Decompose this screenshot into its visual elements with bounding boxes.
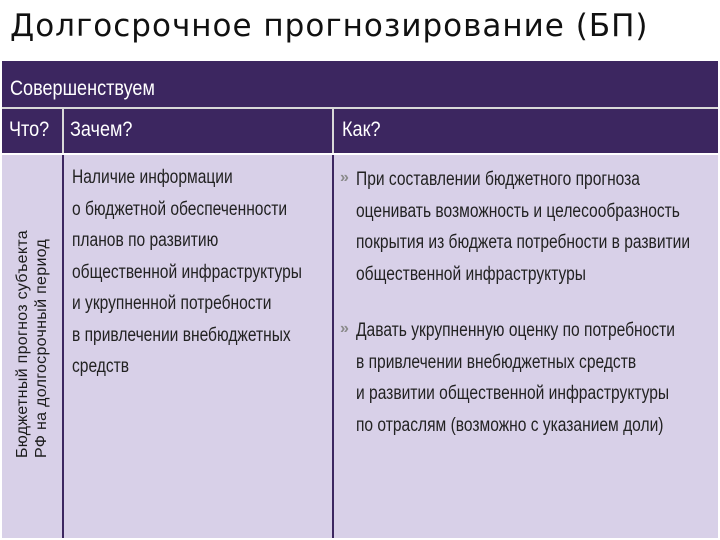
how-item-1	[356, 164, 690, 290]
why-cell-text	[72, 162, 302, 383]
why-line: Наличие информации	[72, 167, 233, 188]
how-line: по отраслям (возможно с указанием доли)	[356, 414, 664, 436]
header-cell-what	[2, 109, 62, 153]
what-cell-text	[13, 158, 51, 458]
why-line: о бюджетной обеспеченности	[72, 198, 288, 220]
how-line: оценивать возможность и целесообразность	[356, 200, 680, 222]
how-item-2	[356, 315, 675, 441]
how-line: покрытия из бюджета потребности в развитии	[356, 232, 691, 253]
what-line: Бюджетный прогноз субъекта	[14, 230, 31, 458]
why-line: общественной инфраструктуры	[72, 261, 302, 283]
banner-label: Совершенствуем	[10, 77, 155, 100]
header-cell-how	[334, 109, 718, 153]
header-cell-why	[64, 109, 332, 153]
how-line: и развитии общественной инфраструктуры	[356, 383, 670, 404]
how-line: в привлечении внебюджетных средств	[356, 351, 637, 373]
what-line: РФ на долгосрочный период	[33, 238, 50, 458]
bullet-icon: »	[340, 169, 349, 186]
why-line: в привлечении внебюджетных	[72, 324, 291, 346]
header-what-label: Что?	[9, 118, 50, 141]
why-line: средств	[72, 356, 130, 377]
comparison-table	[0, 58, 720, 540]
header-why-label: Зачем?	[70, 118, 133, 141]
how-line: общественной инфраструктуры	[356, 263, 586, 285]
why-line: планов по развитию	[72, 230, 219, 251]
slide-title: Долгосрочное прогнозирование (БП)	[10, 8, 649, 44]
table-banner	[2, 61, 718, 109]
how-line: При составлении бюджетного прогноза	[356, 169, 640, 190]
header-how-label: Как?	[342, 118, 381, 141]
bullet-icon: »	[340, 320, 349, 337]
how-line: Давать укрупненную оценку по потребности	[356, 320, 675, 341]
why-line: и укрупненной потребности	[72, 293, 272, 314]
